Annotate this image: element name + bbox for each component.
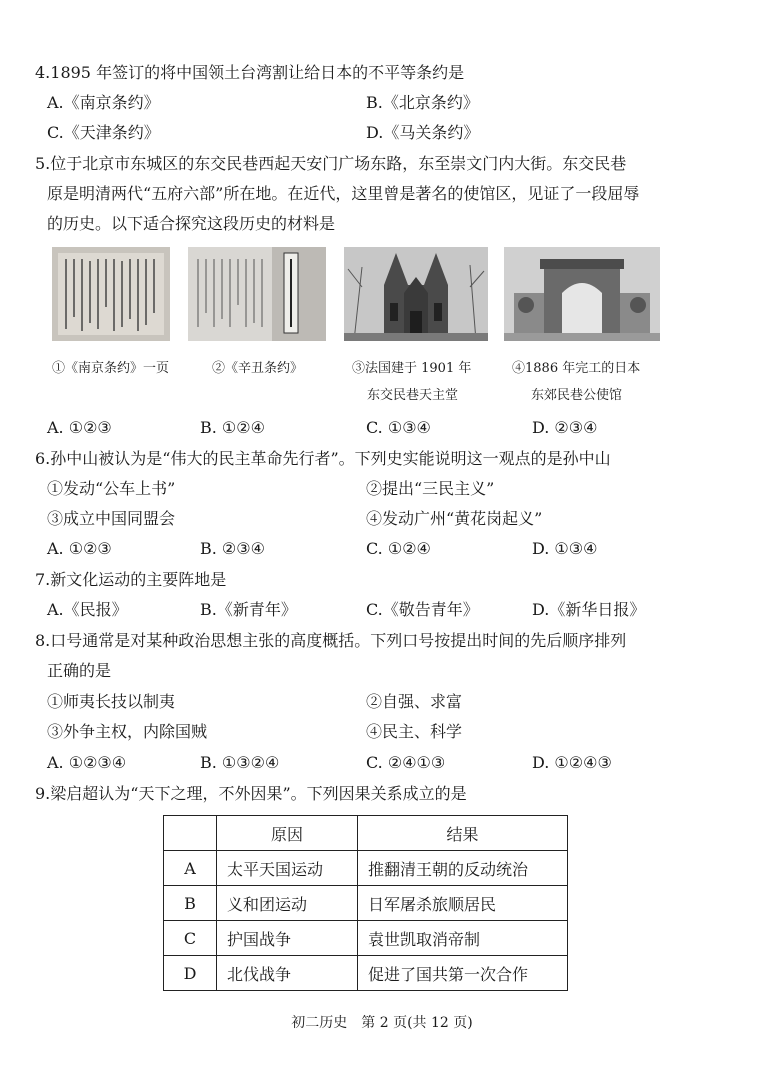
q5-caption-4-line-1: ④1886 年完工的日本 <box>512 361 641 376</box>
q6-item-2: ②提出“三民主义” <box>366 479 495 498</box>
q5-caption-4-line-2: 东郊民巷公使馆 <box>531 388 623 403</box>
table-cell: C <box>164 921 217 956</box>
table-row <box>164 921 568 956</box>
q7-option-d: D.《新华日报》 <box>532 600 646 619</box>
q8-item-3: ③外争主权，内除国贼 <box>47 722 208 741</box>
q5-option-a: A. ①②③ <box>47 418 112 437</box>
q6-option-b: B. ②③④ <box>200 539 265 558</box>
q6-stem: 6.孙中山被认为是“伟大的民主革命先行者”。下列史实能说明这一观点的是孙中山 <box>35 449 611 468</box>
table-header-cell: 结果 <box>358 816 568 851</box>
q4-option-c: C.《天津条约》 <box>47 123 160 142</box>
table-header-cell: 原因 <box>217 816 358 851</box>
table-cell: B <box>164 886 217 921</box>
q5-caption-3-line-1: ③法国建于 1901 年 <box>352 361 472 376</box>
table-row <box>164 886 568 921</box>
q8-item-2: ②自强、求富 <box>366 692 463 711</box>
q8-item-4: ④民主、科学 <box>366 722 463 741</box>
table-cell: 日军屠杀旅顺居民 <box>358 886 568 921</box>
q5-option-b: B. ①②④ <box>200 418 265 437</box>
q8-item-1: ①师夷长技以制夷 <box>47 692 176 711</box>
table-cell: 护国战争 <box>217 921 358 956</box>
table-header-cell <box>164 816 217 851</box>
q6-option-d: D. ①③④ <box>532 539 598 558</box>
table-row <box>164 851 568 886</box>
table-cell: D <box>164 956 217 991</box>
page-footer: 初二历史 第 2 页(共 12 页) <box>291 1015 473 1031</box>
table-cell: A <box>164 851 217 886</box>
q7-stem: 7.新文化运动的主要阵地是 <box>35 570 227 589</box>
table-cell: 北伐战争 <box>217 956 358 991</box>
q8-option-a: A. ①②③④ <box>47 753 127 772</box>
q4-option-d: D.《马关条约》 <box>366 123 480 142</box>
table-row <box>164 956 568 991</box>
table-cell: 义和团运动 <box>217 886 358 921</box>
q4-stem: 4.1895 年签订的将中国领土台湾割让给日本的不平等条约是 <box>35 63 465 82</box>
q5-stem-line-3: 的历史。以下适合探究这段历史的材料是 <box>47 214 336 233</box>
q4-option-a: A.《南京条约》 <box>47 93 160 112</box>
q4-option-b: B.《北京条约》 <box>366 93 479 112</box>
q6-item-4: ④发动广州“黄花岗起义” <box>366 509 543 528</box>
q6-item-3: ③成立中国同盟会 <box>47 509 176 528</box>
q7-option-a: A.《民报》 <box>47 600 128 619</box>
table-cell: 推翻清王朝的反动统治 <box>358 851 568 886</box>
q5-stem-line-1: 5.位于北京市东城区的东交民巷西起天安门广场东路，东至崇文门内大街。东交民巷 <box>35 154 627 173</box>
q6-option-c: C. ①②④ <box>366 539 431 558</box>
q8-option-d: D. ①②④③ <box>532 753 612 772</box>
q5-option-c: C. ①③④ <box>366 418 431 437</box>
q5-caption-2: ②《辛丑条约》 <box>212 361 304 376</box>
table-cell: 袁世凯取消帝制 <box>358 921 568 956</box>
q6-item-1: ①发动“公车上书” <box>47 479 176 498</box>
cause-effect-table <box>163 815 568 991</box>
japanese-legation-gate-photo <box>504 247 660 341</box>
q6-option-a: A. ①②③ <box>47 539 112 558</box>
q8-stem-line-2: 正确的是 <box>47 661 112 680</box>
q9-stem: 9.梁启超认为“天下之理，不外因果”。下列因果关系成立的是 <box>35 784 467 803</box>
q8-option-c: C. ②④①③ <box>366 753 446 772</box>
q5-stem-line-2: 原是明清两代“五府六部”所在地。在近代，这里曾是著名的使馆区，见证了一段屈辱 <box>47 184 640 203</box>
table-cell: 促进了国共第一次合作 <box>358 956 568 991</box>
q8-option-b: B. ①③②④ <box>200 753 280 772</box>
q5-caption-1: ①《南京条约》一页 <box>52 361 170 376</box>
q7-option-c: C.《敬告青年》 <box>366 600 479 619</box>
table-cell: 太平天国运动 <box>217 851 358 886</box>
q5-caption-3-line-2: 东交民巷天主堂 <box>367 388 459 403</box>
dongjiaominxiang-church-photo <box>344 247 488 341</box>
q7-option-b: B.《新青年》 <box>200 600 297 619</box>
q8-stem-line-1: 8.口号通常是对某种政治思想主张的高度概括。下列口号按提出时间的先后顺序排列 <box>35 631 627 650</box>
xinchou-treaty-photo <box>188 247 326 341</box>
nanjing-treaty-page-photo <box>52 247 170 341</box>
table-header-row <box>164 816 568 851</box>
q5-option-d: D. ②③④ <box>532 418 598 437</box>
